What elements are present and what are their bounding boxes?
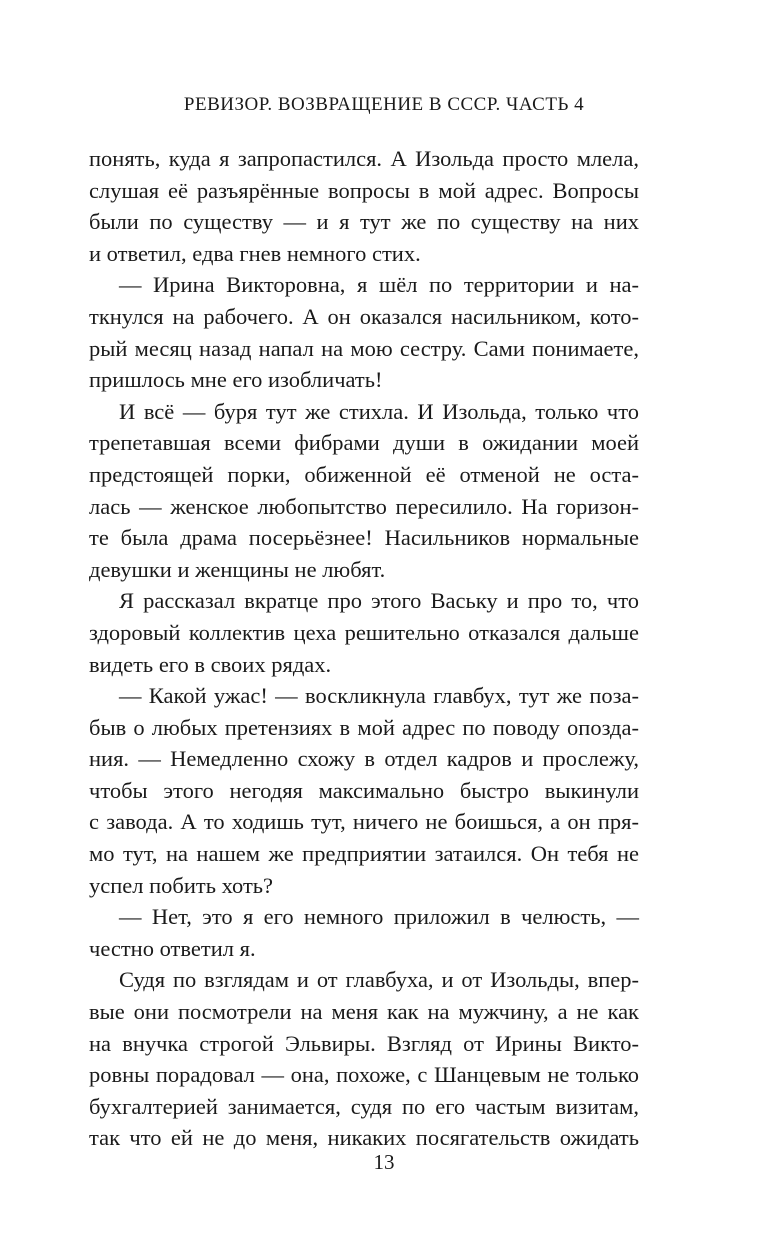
text-line: рый месяц назад напал на мою сестру. Сами понимаете, <box>89 335 639 361</box>
text-line: трепетавшая всеми фибрами души в ожидании моей <box>89 430 639 456</box>
text-line: успел побить хоть? <box>89 872 274 898</box>
text-line: вые они посмотрели на меня как на мужчину, а не как <box>89 999 639 1025</box>
text-line: здоровый коллектив цеха решительно отказался дальше <box>89 619 639 645</box>
text-line: те была драма посерьёзнее! Насильников нормальные <box>89 525 639 551</box>
text-line: и ответил, едва гнев немного стих. <box>89 240 421 266</box>
text-line: мо тут, на нашем же предприятии затаился. Он тебя не <box>89 841 639 867</box>
text-line: ния. — Немедленно схожу в отдел кадров и прослежу, <box>89 746 639 772</box>
text-line: Я рассказал вкратце про этого Ваську и про то, что <box>119 588 639 614</box>
paragraph <box>89 269 639 395</box>
text-line: девушки и женщины не любят. <box>89 556 386 582</box>
text-line: на внучка строгой Эльвиры. Взгляд от Ирины Викто- <box>89 1030 639 1056</box>
text-line: — Какой ужас! — воскликнула главбух, тут же поза- <box>119 683 639 709</box>
text-line: Судя по взглядам и от главбуха, и от Изольды, впер- <box>119 967 639 993</box>
paragraph <box>89 680 639 901</box>
paragraph <box>89 964 639 1154</box>
text-line: предстоящей порки, обиженной её отменой не оста- <box>89 461 639 487</box>
text-line: чтобы этого негодяя максимально быстро выкинули <box>89 777 639 803</box>
text-line: пришлось мне его изобличать! <box>89 367 383 393</box>
text-line: так что ей не до меня, никаких посягательств ожидать <box>89 1125 639 1151</box>
text-line: быв о любых претензиях в мой адрес по поводу опозда- <box>89 714 639 740</box>
paragraph <box>89 143 639 269</box>
text-line: бухгалтерией занимается, судя по его частым визитам, <box>89 1093 639 1119</box>
text-line: — Ирина Викторовна, я шёл по территории и на- <box>119 272 639 298</box>
text-line: честно ответил я. <box>89 935 256 961</box>
text-line: — Нет, это я его немного приложил в челюсть, — <box>119 904 639 930</box>
running-head: РЕВИЗОР. ВОЗВРАЩЕНИЕ В СССР. ЧАСТЬ 4 <box>183 94 585 115</box>
text-line: видеть его в своих рядах. <box>89 651 332 677</box>
text-line: лась — женское любопытство пересилило. На горизон- <box>89 493 639 519</box>
text-line: с завода. А то ходишь тут, ничего не боишься, а он пря- <box>89 809 639 835</box>
text-line: слушая её разъярённые вопросы в мой адрес. Вопросы <box>89 177 639 203</box>
text-line: понять, куда я запропастился. А Изольда просто млела, <box>89 146 639 171</box>
text-line: И всё — буря тут же стихла. И Изольда, только что <box>119 398 639 424</box>
text-line: ткнулся на рабочего. А он оказался насильником, кото- <box>89 303 639 329</box>
page-number: 13 <box>373 1150 395 1174</box>
paragraph <box>89 585 639 680</box>
text-line: были по существу — и я тут же по существу на них <box>89 209 639 235</box>
text-line: ровны порадовал — она, похоже, с Шанцевым не только <box>89 1062 639 1088</box>
body-text <box>89 143 639 1154</box>
paragraph <box>89 396 639 586</box>
paragraph <box>89 901 639 964</box>
